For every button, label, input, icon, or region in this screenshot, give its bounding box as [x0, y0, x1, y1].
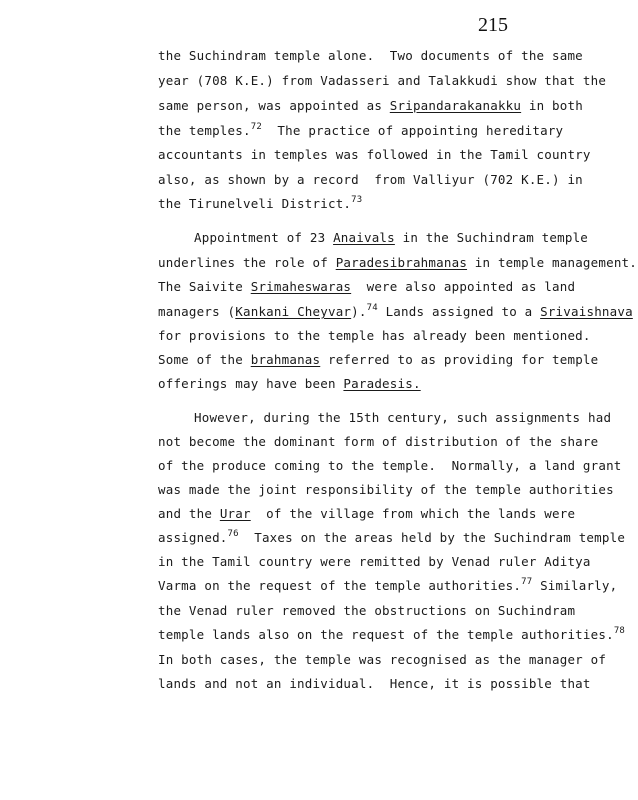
text-run: of the produce coming to the temple. Normally, a land grant: [158, 458, 622, 473]
footnote-ref: 78: [613, 626, 626, 636]
text-run: was made the joint responsibility of the temple authorities: [158, 482, 614, 497]
underlined-term: brahmanas: [250, 352, 321, 367]
underlined-term: Srivaishnava: [540, 304, 633, 319]
text-run: ).: [351, 304, 367, 319]
text-line: [158, 434, 598, 449]
text-run: Taxes on the areas held by the Suchindram temple: [238, 530, 626, 545]
text-run: and the: [158, 506, 220, 521]
text-line: [158, 73, 606, 88]
text-run: accountants in temples was followed in the Tamil country: [158, 147, 591, 162]
text-run: referred to as providing for temple: [320, 352, 599, 367]
text-run: were also appointed as land: [351, 279, 576, 294]
footnote-ref: 73: [351, 195, 363, 205]
text-run: not become the dominant form of distribution of the share: [158, 434, 599, 449]
text-run: the temples.: [158, 123, 251, 138]
text-run: In both cases, the temple was recognised as the manager of: [158, 652, 607, 667]
text-line: [158, 652, 606, 667]
text-run: Similarly,: [532, 578, 618, 593]
text-run: the Tirunelveli District.: [158, 196, 352, 211]
text-run: the Venad ruler removed the obstructions on Suchindram: [158, 603, 576, 618]
text-line: [158, 482, 614, 497]
text-run: lands and not an individual. Hence, it is possible that: [158, 676, 591, 691]
text-run: also, as shown by a record from Valliyur (702 K.E.) in: [158, 172, 583, 187]
text-run: in temple management.: [467, 255, 638, 270]
text-line: [158, 123, 563, 138]
text-line: [158, 676, 591, 691]
text-line: [158, 279, 575, 294]
text-run: of the village from which the lands were: [250, 506, 576, 521]
text-line: [194, 230, 588, 245]
text-line: [158, 376, 421, 391]
text-run: in both: [521, 98, 583, 113]
text-run: managers (: [158, 304, 236, 319]
text-run: year (708 K.E.) from Vadasseri and Talakkudi show that the: [158, 73, 607, 88]
text-run: Lands assigned to a: [377, 304, 541, 319]
text-run: for provisions to the temple has already been mentioned.: [158, 328, 591, 343]
text-run: However, during the 15th century, such assignments had: [194, 410, 612, 425]
underlined-term: Sripandarakanakku: [389, 98, 522, 113]
text-run: in the Suchindram temple: [394, 230, 589, 245]
text-line: [158, 196, 362, 211]
text-run: offerings may have been: [158, 376, 344, 391]
text-line: [158, 554, 591, 569]
text-run: Varma on the request of the temple authorities.: [158, 578, 522, 593]
text-run: in the Tamil country were remitted by Venad ruler Aditya: [158, 554, 591, 569]
text-line: [158, 627, 625, 642]
text-line: [158, 530, 625, 545]
underlined-term: Paradesis.: [343, 376, 421, 391]
text-line: [158, 506, 575, 521]
footnote-ref: 76: [227, 529, 239, 539]
text-run: same person, was appointed as: [158, 98, 390, 113]
text-line: [194, 410, 611, 425]
text-run: The practice of appointing hereditary: [261, 123, 564, 138]
page-number: 215: [478, 14, 508, 36]
underlined-term: Anaivals: [333, 230, 395, 245]
underlined-term: Kankani Cheyvar: [235, 304, 352, 319]
text-run: The Saivite: [158, 279, 251, 294]
text-run: Some of the: [158, 352, 251, 367]
text-line: [158, 48, 583, 63]
text-run: underlines the role of: [158, 255, 336, 270]
text-line: [158, 147, 591, 162]
underlined-term: Urar: [219, 506, 251, 521]
text-line: [158, 578, 617, 593]
footnote-ref: 77: [521, 577, 533, 587]
footnote-ref: 74: [366, 303, 378, 313]
text-run: the Suchindram temple alone. Two documents of the same: [158, 48, 583, 63]
footnote-ref: 72: [250, 122, 262, 132]
underlined-term: Srimaheswaras: [250, 279, 352, 294]
text-run: assigned.: [158, 530, 228, 545]
text-line: [158, 458, 622, 473]
text-line: [158, 603, 575, 618]
text-line: [158, 304, 633, 319]
text-line: [158, 255, 637, 270]
text-line: [158, 352, 598, 367]
text-line: [158, 172, 583, 187]
text-run: temple lands also on the request of the temple authorities.: [158, 627, 614, 642]
text-run: Appointment of 23: [194, 230, 334, 245]
text-line: [158, 328, 591, 343]
underlined-term: Paradesibrahmanas: [335, 255, 468, 270]
text-line: [158, 98, 583, 113]
